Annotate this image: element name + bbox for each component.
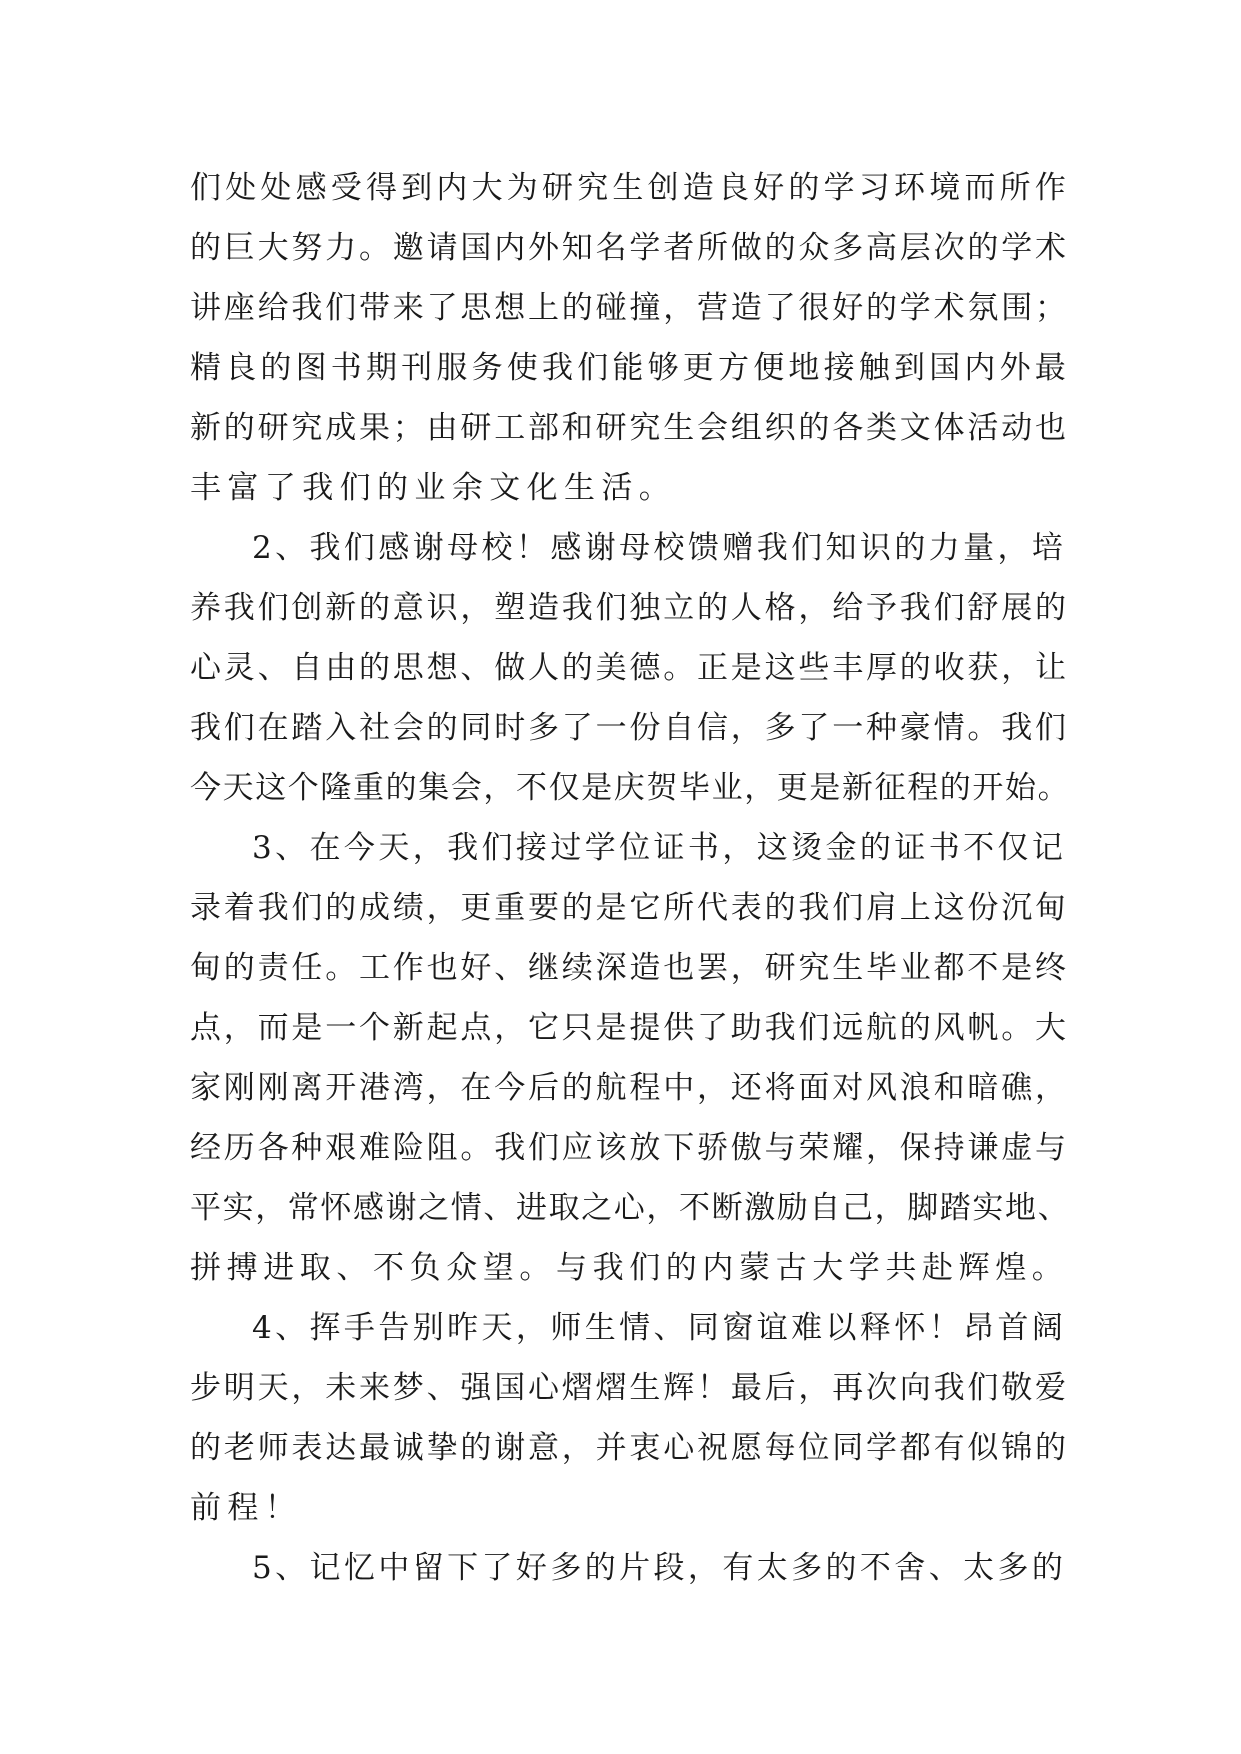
text-line: 心灵、自由的思想、做人的美德。正是这些丰厚的收获，让 [190,650,1069,686]
text-line: 平实，常怀感谢之情、进取之心，不断激励自己，脚踏实地、 [190,1190,1071,1226]
text-line: 甸的责任。工作也好、继续深造也罢，研究生毕业都不是终 [190,950,1069,986]
document-body [190,158,1070,1598]
text-line: 录着我们的成绩，更重要的是它所代表的我们肩上这份沉甸 [190,890,1069,926]
text-line: 精良的图书期刊服务使我们能够更方便地接触到国内外最 [190,350,1070,386]
text-line: 拼搏进取、不负众望。与我们的内蒙古大学共赴辉煌。 [190,1250,1069,1286]
text-line: 家刚刚离开港湾，在今后的航程中，还将面对风浪和暗礁， [190,1070,1069,1106]
text-line: 经历各种艰难险阻。我们应该放下骄傲与荣耀，保持谦虚与 [190,1130,1069,1166]
text-line: 步明天，未来梦、强国心熠熠生辉！最后，再次向我们敬爱 [190,1370,1069,1406]
paragraph-first-line: 5、记忆中留下了好多的片段，有太多的不舍、太多的 [252,1550,1067,1586]
text-line: 丰富了我们的业余文化生活。 [190,470,677,506]
text-line: 们处处感受得到内大为研究生创造良好的学习环境而所作 [190,170,1070,206]
text-line: 新的研究成果；由研工部和研究生会组织的各类文体活动也 [190,410,1069,446]
text-line: 的巨大努力。邀请国内外知名学者所做的众多高层次的学术 [190,230,1069,266]
text-line: 今天这个隆重的集会，不仅是庆贺毕业，更是新征程的开始。 [190,770,1071,806]
text-line: 养我们创新的意识，塑造我们独立的人格，给予我们舒展的 [190,590,1069,626]
paragraph-first-line: 2、我们感谢母校！感谢母校馈赠我们知识的力量，培 [252,530,1067,566]
text-line: 的老师表达最诚挚的谢意，并衷心祝愿每位同学都有似锦的 [190,1430,1069,1466]
text-line: 点，而是一个新起点，它只是提供了助我们远航的风帆。大 [190,1010,1069,1046]
paragraph-first-line: 3、在今天，我们接过学位证书，这烫金的证书不仅记 [252,830,1067,866]
paragraph-first-line: 4、挥手告别昨天，师生情、同窗谊难以释怀！昂首阔 [252,1310,1067,1346]
text-line: 讲座给我们带来了思想上的碰撞，营造了很好的学术氛围； [190,290,1069,326]
text-line: 前程！ [190,1490,303,1526]
text-line: 我们在踏入社会的同时多了一份自信，多了一种豪情。我们 [190,710,1069,746]
